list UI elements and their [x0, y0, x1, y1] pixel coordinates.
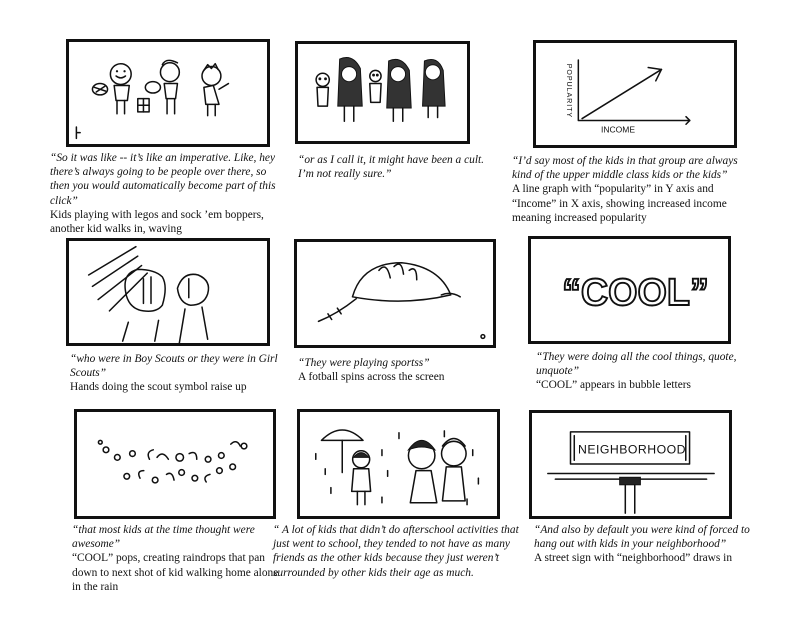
caption-5	[298, 356, 498, 384]
caption-2	[298, 153, 498, 181]
kid-in-rain-sketch	[300, 412, 497, 516]
quote-text: “or as I call it, it might have been a cult. I’m not really sure.”	[298, 154, 485, 181]
description-text: Hands doing the scout symbol raise up	[70, 381, 247, 394]
description-text: A street sign with “neighborhood” draws in	[534, 552, 733, 565]
quote-text: “They were playing sportss”	[298, 357, 430, 369]
storyboard-panel-6	[528, 236, 731, 344]
y-axis-label: POPULARITY	[564, 63, 573, 119]
x-axis-label: INCOME	[601, 124, 635, 135]
quote-text: “So it was like -- it’s like an imperative. Like, hey there’s always going to be people over there, so then you would automatically become part of this click”	[50, 152, 276, 207]
caption-4	[70, 352, 290, 395]
storyboard-panel-3	[533, 40, 737, 148]
quote-text: “And also by default you were kind of forced to hang out with kids in your neighborhood”	[534, 524, 750, 551]
caption-9	[534, 523, 754, 566]
sign-text: NEIGHBORHOOD	[578, 442, 686, 457]
storyboard-panel-8	[297, 409, 500, 519]
description-text: A fotball spins across the screen	[298, 371, 445, 384]
storyboard-panel-7	[74, 409, 276, 519]
cult-group-sketch	[298, 44, 467, 141]
raindrops-sketch	[77, 412, 273, 516]
caption-7	[72, 523, 282, 594]
football-sketch	[297, 242, 493, 345]
storyboard-panel-1	[66, 39, 270, 147]
description-text: “COOL” appears in bubble letters	[536, 379, 691, 392]
description-text: Kids playing with legos and sock ’em boppers, another kid walks in, waving	[50, 208, 264, 236]
quote-text: “They were doing all the cool things, quote, unquote”	[536, 351, 737, 378]
popularity-income-sketch	[536, 43, 734, 145]
scout-hands-sketch	[69, 241, 267, 343]
quote-text: “ A lot of kids that didn’t do afterschool activities that just went to school, they tended to not have as many friends as the other kids because they just weren’t surrounded by other kids their age as much.	[273, 524, 519, 579]
description-text: A line graph with “popularity” in Y axis and “Income” in X axis, showing increased income meaning increased popularity	[512, 183, 727, 224]
caption-3	[512, 154, 752, 225]
caption-1	[50, 151, 276, 236]
quote-text: “that most kids at the time thought were awesome”	[72, 524, 255, 551]
cool-bubble-word: “COOL”	[561, 272, 709, 315]
cool-bubble-letters-sketch	[531, 239, 728, 341]
quote-text: “who were in Boy Scouts or they were in Girl Scouts”	[70, 353, 278, 380]
storyboard-panel-5	[294, 239, 496, 348]
storyboard-panel-9	[529, 410, 732, 519]
kids-playing-sketch	[69, 42, 267, 144]
description-text: “COOL” pops, creating raindrops that pan down to next shot of kid walking home alone in the rain	[72, 552, 279, 593]
caption-8	[273, 523, 531, 580]
storyboard-panel-2	[295, 41, 470, 144]
storyboard-panel-4	[66, 238, 270, 346]
neighborhood-sign-sketch	[532, 413, 729, 516]
quote-text: “I’d say most of the kids in that group are always kind of the upper middle class kids or the kids”	[512, 155, 738, 182]
caption-6	[536, 350, 746, 393]
